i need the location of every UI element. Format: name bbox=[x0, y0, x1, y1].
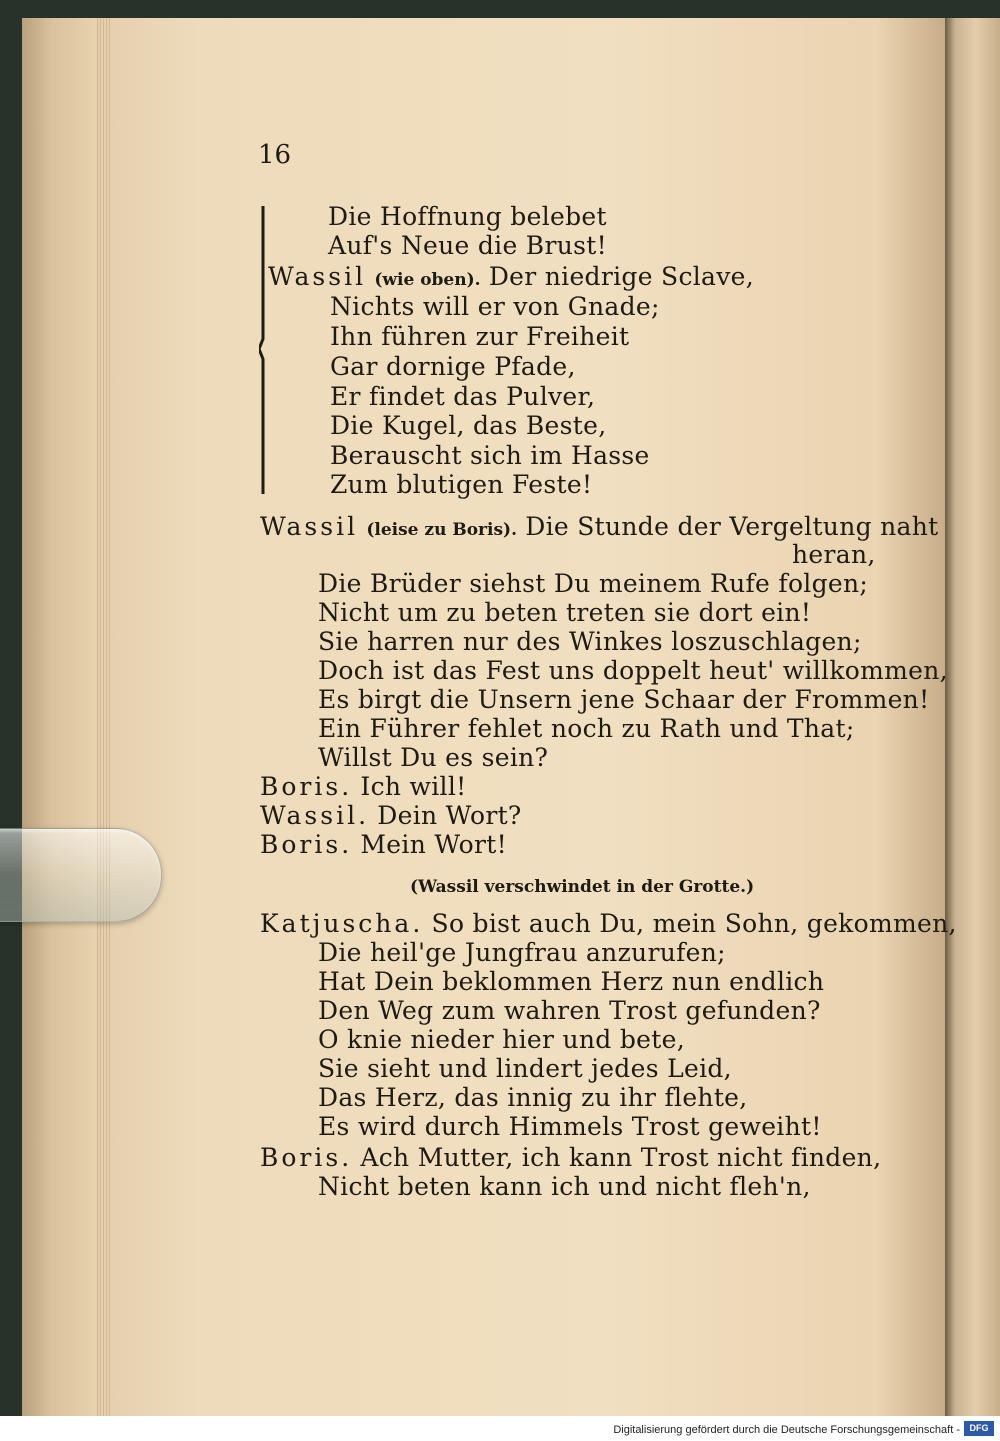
book-cover-edge bbox=[22, 18, 97, 1416]
text-line: Boris. Ach Mutter, ich kann Trost nicht finden, bbox=[260, 1143, 882, 1172]
text-line: Sie sieht und lindert jedes Leid, bbox=[318, 1054, 732, 1083]
text-line: Willst Du es sein? bbox=[318, 743, 549, 772]
text-line: Boris. Mein Wort! bbox=[260, 830, 507, 859]
footer-credit: Digitalisierung gefördert durch die Deutsche Forschungsgemeinschaft - bbox=[613, 1424, 960, 1436]
speaker-name: Wassil bbox=[260, 512, 359, 541]
text-line: Den Weg zum wahren Trost gefunden? bbox=[318, 996, 821, 1025]
text-line: Boris. Ich will! bbox=[260, 772, 467, 801]
stage-direction: (Wassil verschwindet in der Grotte.) bbox=[410, 877, 755, 897]
text-line: Die Hoffnung belebet bbox=[328, 202, 607, 231]
speaker-name: Wassil bbox=[268, 262, 367, 291]
text-line: Wassil (wie oben). Der niedrige Sclave, bbox=[268, 262, 755, 291]
text-line: Die heil'ge Jungfrau anzurufen; bbox=[318, 938, 726, 967]
text-line: Ein Führer fehlet noch zu Rath und That; bbox=[318, 714, 855, 743]
page-number: 16 bbox=[258, 140, 292, 170]
speech-bracket bbox=[259, 204, 267, 494]
text-line: Gar dornige Pfade, bbox=[330, 352, 576, 381]
text-line: Auf's Neue die Brust! bbox=[328, 231, 607, 260]
text-line: Doch ist das Fest uns doppelt heut' willkommen, bbox=[318, 656, 948, 685]
text-line: Die Kugel, das Beste, bbox=[330, 411, 607, 440]
stage-direction: (leise zu Boris). bbox=[366, 520, 517, 540]
text-line: Wassil (leise zu Boris). Die Stunde der Vergeltung naht bbox=[260, 512, 939, 541]
text-line: Das Herz, das innig zu ihr flehte, bbox=[318, 1083, 748, 1112]
speaker-name: Katjuscha. bbox=[260, 909, 424, 938]
text-line: Hat Dein beklommen Herz nun endlich bbox=[318, 967, 825, 996]
text-line: Zum blutigen Feste! bbox=[330, 470, 593, 499]
text-line: O knie nieder hier und bete, bbox=[318, 1025, 685, 1054]
text-line: Er findet das Pulver, bbox=[330, 382, 596, 411]
facing-page-edge bbox=[945, 18, 1000, 1416]
stage-direction: (wie oben). bbox=[374, 270, 481, 290]
text-line: Ihn führen zur Freiheit bbox=[330, 322, 630, 351]
text-line: heran, bbox=[792, 540, 876, 569]
text-line: Katjuscha. So bist auch Du, mein Sohn, gekommen, bbox=[260, 909, 957, 938]
dfg-logo[interactable]: DFG bbox=[964, 1421, 994, 1436]
speaker-name: Boris. bbox=[260, 772, 353, 801]
text-line: Nicht beten kann ich und nicht fleh'n, bbox=[318, 1172, 811, 1201]
text-line: Nichts will er von Gnade; bbox=[330, 292, 660, 321]
text-line: Es birgt die Unsern jene Schaar der Frommen! bbox=[318, 685, 930, 714]
text-line: Die Brüder siehst Du meinem Rufe folgen; bbox=[318, 569, 869, 598]
text-line: Sie harren nur des Winkes loszuschlagen; bbox=[318, 627, 862, 656]
speaker-name: Boris. bbox=[260, 1143, 353, 1172]
text-line: Nicht um zu beten treten sie dort ein! bbox=[318, 598, 812, 627]
speaker-name: Boris. bbox=[260, 830, 353, 859]
text-line: Berauscht sich im Hasse bbox=[330, 441, 650, 470]
speaker-name: Wassil. bbox=[260, 801, 370, 830]
page-tab-marker bbox=[0, 828, 162, 922]
text-line: Wassil. Dein Wort? bbox=[260, 801, 522, 830]
text-line: Es wird durch Himmels Trost geweiht! bbox=[318, 1112, 822, 1141]
